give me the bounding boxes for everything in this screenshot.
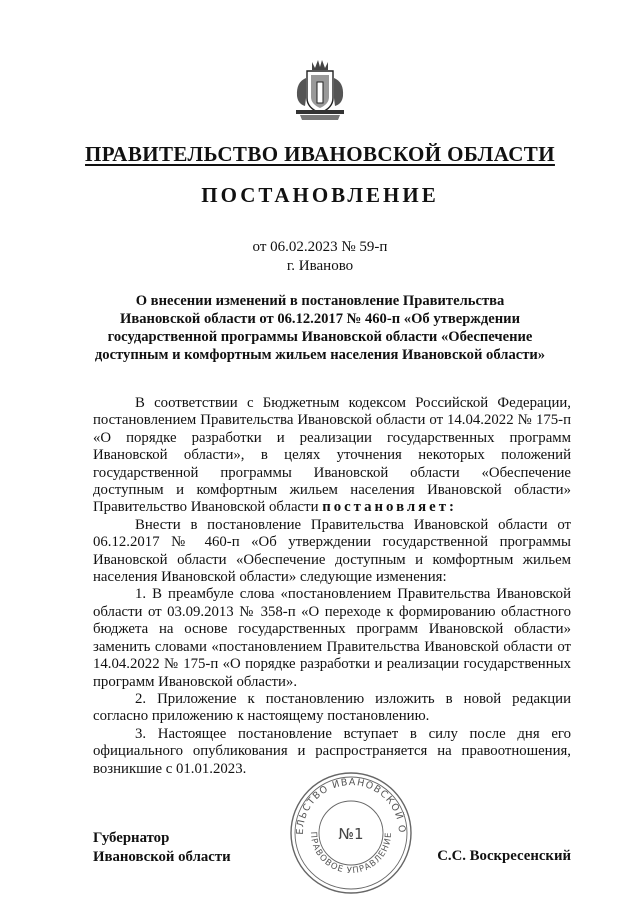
title-line: О внесении изменений в постановление Правительства bbox=[135, 293, 505, 309]
organization-name: ПРАВИТЕЛЬСТВО ИВАНОВСКОЙ ОБЛАСТИ bbox=[85, 142, 555, 166]
document-type: ПОСТАНОВЛЕНИЕ bbox=[201, 183, 439, 207]
preamble-paragraph bbox=[93, 395, 571, 517]
stamp-seal-icon bbox=[287, 769, 415, 897]
item-paragraph-3: 3. Настоящее постановление вступает в силу после дня его официального опубликования и распространяется на правоотношения, возникшие с 01.01.2023. bbox=[93, 725, 571, 777]
position-line: Губернатор bbox=[93, 830, 170, 846]
document-title bbox=[92, 292, 548, 364]
title-line: Ивановской области от 06.12.2017 № 460-п «Об утверждении bbox=[120, 311, 520, 327]
stamp-text-bottom: ПРАВОВОЕ УПРАВЛЕНИЕ bbox=[307, 831, 395, 877]
organization-title bbox=[0, 142, 640, 167]
date-block bbox=[0, 238, 640, 276]
title-line: государственной программы Ивановской области «Обеспечение bbox=[107, 329, 533, 345]
date-number: от 06.02.2023 № 59-п bbox=[252, 239, 388, 255]
intro-paragraph: Внести в постановление Правительства Ивановской области от 06.12.2017 № 460-п «Об утверждении государственной программы Ивановской области «Обеспечение доступным и комфортным жильем населения Ивановской области» следующие изменения: bbox=[93, 516, 571, 586]
signatory-name: С.С. Воскресенский bbox=[437, 848, 571, 864]
item-paragraph-1: 1. В преамбуле слова «постановлением Правительства Ивановской области от 03.09.2013 № 358-п «О переходе к формированию областного бюджета на основе государственных программ Ивановской области» заменить словами «постановлением Правительства Ивановской области от 14.04.2022 № 175-п «О порядке разработки и реализации государственных программ Ивановской области». bbox=[93, 586, 571, 690]
signatory-position bbox=[93, 829, 231, 867]
document-body bbox=[93, 395, 571, 778]
coat-of-arms-icon bbox=[290, 58, 350, 124]
title-line: доступным и комфортным жильем населения Ивановской области» bbox=[94, 347, 546, 363]
position-line: Ивановской области bbox=[93, 849, 231, 865]
resolves-word: постановляет: bbox=[322, 499, 457, 516]
stamp-text-top: ЕЛЬСТВО ИВАНОВСКОЙ О bbox=[294, 776, 408, 835]
stamp-number: №1 bbox=[338, 825, 364, 843]
coat-of-arms-emblem bbox=[290, 58, 350, 124]
item-paragraph-2: 2. Приложение к постановлению изложить в новой редакции согласно приложению к настоящему постановлению. bbox=[93, 690, 571, 725]
official-stamp bbox=[287, 769, 415, 897]
city: г. Иваново bbox=[286, 258, 354, 274]
preamble-text: В соответствии с Бюджетным кодексом Российской Федерации, постановлением Правительства Ивановской области от 14.04.2022 № 175-п «О порядке разработки и реализации государственных программ Ивановской области», в целях уточнения некоторых положений государственной программы Ивановской области «Обеспечение доступным и комфортным жильем населения Ивановской области» Правительство Ивановской области bbox=[93, 395, 571, 516]
